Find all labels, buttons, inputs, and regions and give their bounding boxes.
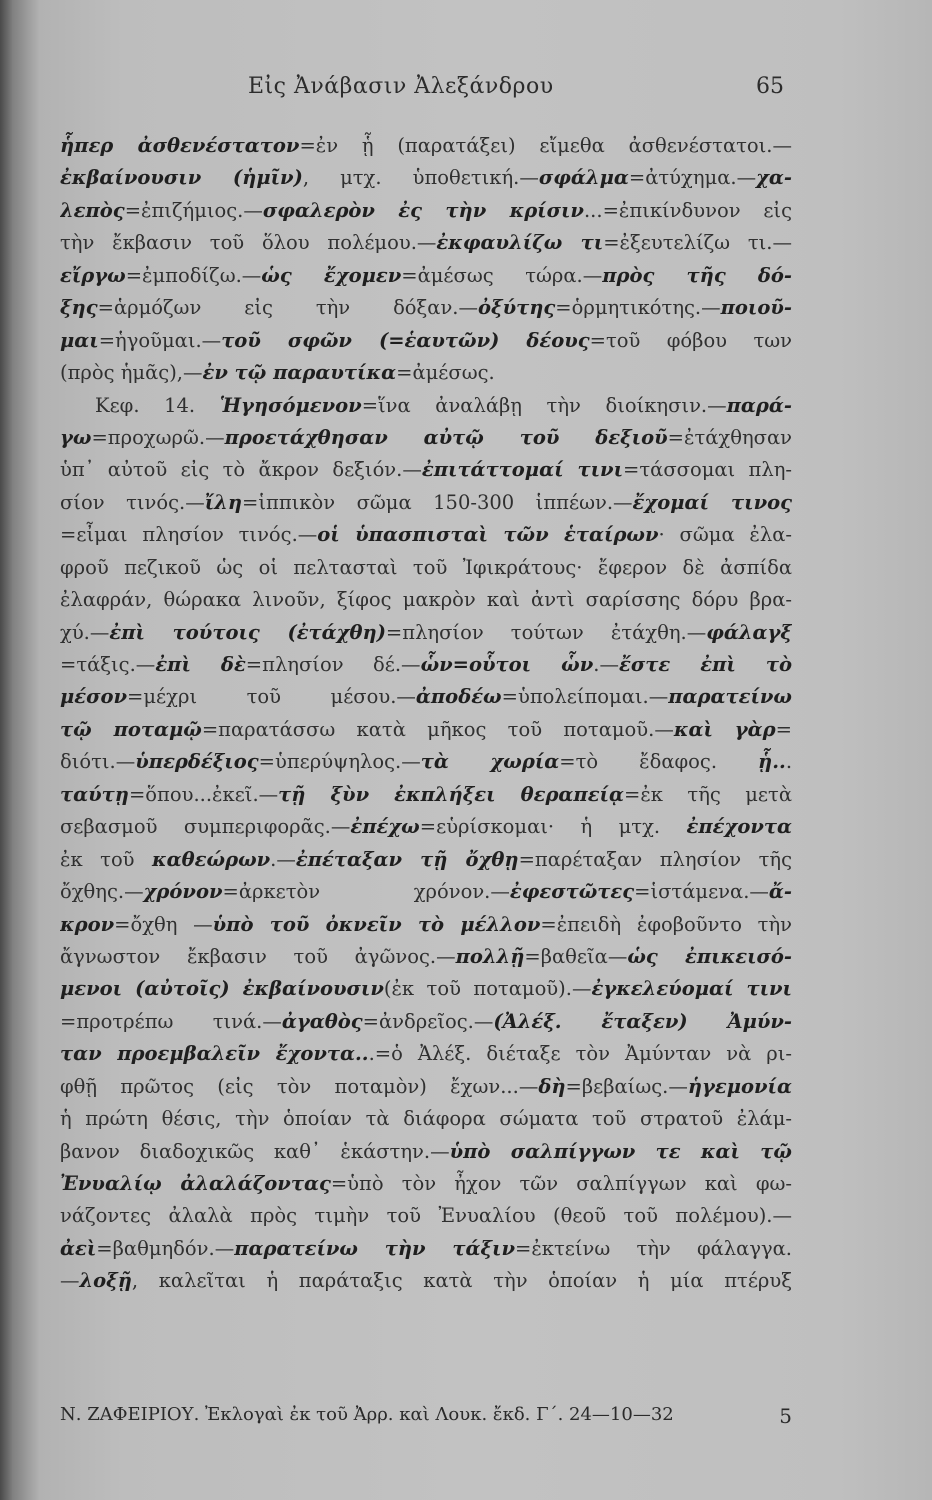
text-line: ὑπ᾽ αὐτοῦ εἰς τὸ ἄκρον δεξιόν.—ἐπιτάττομαί τινι=τάσσομαι πλη- xyxy=(60,458,792,482)
text-line: =προτρέπω τινά.—ἀγαθὸς=ἀνδρεῖος.—(Ἀλέξ. ἔταξεν) Ἀμύν- xyxy=(60,1009,792,1033)
text-line: εἴργω=ἐμποδίζω.—ὡς ἔχομεν=ἀμέσως τώρα.—πρὸς τῆς δό- xyxy=(60,263,792,287)
text-line: νάζοντες ἀλαλὰ πρὸς τιμὴν τοῦ Ἐνυαλίου (θεοῦ τοῦ πολέμου).— xyxy=(60,1204,792,1228)
text-line: μαι=ἡγοῦμαι.—τοῦ σφῶν (=ἑαυτῶν) δέους=τοῦ φόβου των xyxy=(60,328,792,352)
text-line: σίον τινός.—ἴλη=ἱππικὸν σῶμα 150-300 ἱππέων.—ἔχομαί τινος xyxy=(60,490,792,514)
text-line: —λοξῇ, καλεῖται ἡ παράταξις κατὰ τὴν ὁποίαν ἡ μία πτέρυξ xyxy=(60,1269,792,1293)
text-line: φθῇ πρῶτος (εἰς τὸν ποταμὸν) ἔχων...—δὴ=βεβαίως.—ἡγεμονία xyxy=(60,1074,792,1098)
running-head-title: Εἰς Ἀνάβασιν Ἀλεξάνδρου xyxy=(248,74,554,99)
text-line: ἧπερ ἀσθενέστατον=ἐν ᾗ (παρατάξει) εἴμεθα ἀσθενέστατοι.— xyxy=(60,134,792,157)
text-line: βανον διαδοχικῶς καθ᾽ ἑκάστην.—ὑπὸ σαλπίγγων τε καὶ τῷ xyxy=(60,1139,792,1163)
text-line: (πρὸς ἡμᾶς),—ἐν τῷ παραυτίκα=ἀμέσως. xyxy=(60,361,495,385)
text-line: τὴν ἔκβασιν τοῦ ὅλου πολέμου.—ἐκφαυλίζω τι=ἐξευτελίζω τι.— xyxy=(60,231,792,255)
text-line: ἡ πρώτη θέσις, τὴν ὁποίαν τὰ διάφορα σώματα τοῦ στρατοῦ ἐλάμ- xyxy=(60,1107,792,1131)
text-line: ἄγνωστον ἔκβασιν τοῦ ἀγῶνος.—πολλῇ=βαθεῖα—ὡς ἐπικεισό- xyxy=(60,944,792,968)
text-line: μέσον=μέχρι τοῦ μέσου.—ἀποδέω=ὑπολείπομαι.—παρατείνω xyxy=(60,685,792,709)
text-line: ἐκβαίνουσιν (ἡμῖν), μτχ. ὑποθετική.—σφάλμα=ἀτύχημα.—χα- xyxy=(60,166,792,190)
text-line: μενοι (αὐτοῖς) ἐκβαίνουσιν(ἐκ τοῦ ποταμοῦ).—ἐγκελεύομαί τινι xyxy=(60,977,792,1001)
footer-imprint: Ν. ΖΑΦΕΙΡΙΟΥ. Ἐκλογαὶ ἐκ τοῦ Ἀρρ. καὶ Λουκ. ἔκδ. Γ΄. 24—10—32 xyxy=(60,1404,674,1425)
text-line: ταν προεμβαλεῖν ἔχοντα...=ὁ Ἀλέξ. διέταξε τὸν Ἀμύνταν νὰ ρι- xyxy=(60,1042,792,1066)
text-line: Ἐνυαλίῳ ἀλαλάζοντας=ὑπὸ τὸν ἦχον τῶν σαλπίγγων καὶ φω- xyxy=(60,1172,792,1195)
text-line: ἐλαφράν, θώρακα λινοῦν, ξίφος μακρὸν καὶ ἀντὶ σαρίσσης δόρυ βρα- xyxy=(60,588,792,612)
text-line: χύ.—ἐπὶ τούτοις (ἐτάχθη)=πλησίον τούτων ἐτάχθη.—φάλαγξ xyxy=(60,620,792,644)
signature-mark: 5 xyxy=(779,1404,792,1428)
text-line: λεπὸς=ἐπιζήμιος.—σφαλερὸν ἐς τὴν κρίσιν...=ἐπικίνδυνον εἰς xyxy=(60,198,792,222)
running-head xyxy=(0,74,932,114)
page-number: 65 xyxy=(756,74,784,99)
text-line: Κεφ. 14. Ἡγησόμενον=ἵνα ἀναλάβῃ τὴν διοίκησιν.—παρά- xyxy=(95,393,792,417)
text-line: =εἶμαι πλησίον τινός.—οἱ ὑπασπισταὶ τῶν ἑταίρων· σῶμα ἐλα- xyxy=(60,523,792,547)
text-line: ξης=ἁρμόζων εἰς τὴν δόξαν.—ὀξύτης=ὁρμητικότης.—ποιοῦ- xyxy=(60,296,792,320)
text-line: ταύτῃ=ὅπου...ἐκεῖ.—τῇ ξὺν ἐκπλήξει θεραπείᾳ=ἐκ τῆς μετὰ xyxy=(60,782,792,806)
text-line: γω=προχωρῶ.—προετάχθησαν αὐτῷ τοῦ δεξιοῦ=ἐτάχθησαν xyxy=(60,425,792,449)
book-spine-shadow xyxy=(0,0,12,1500)
text-line: τῷ ποταμῷ=παρατάσσω κατὰ μῆκος τοῦ ποταμοῦ.—καὶ γὰρ= xyxy=(60,717,792,741)
text-line: κρον=ὄχθη —ὑπὸ τοῦ ὀκνεῖν τὸ μέλλον=ἐπειδὴ ἐφοβοῦντο τὴν xyxy=(60,912,792,936)
commentary-text xyxy=(60,130,792,1298)
text-line: φροῦ πεζικοῦ ὡς οἱ πελτασταὶ τοῦ Ἰφικράτους· ἔφερον δὲ ἀσπίδα xyxy=(60,555,792,579)
text-line: ἐκ τοῦ καθεώρων.—ἐπέταξαν τῇ ὄχθῃ=παρέταξαν πλησίον τῆς xyxy=(60,847,792,871)
text-line: διότι.—ὑπερδέξιος=ὑπερύψηλος.—τὰ χωρία=τὸ ἔδαφος. ᾗ... xyxy=(60,750,792,774)
text-line: ἀεὶ=βαθμηδόν.—παρατείνω τὴν τάξιν=ἐκτείνω τὴν φάλαγγα. xyxy=(60,1236,792,1260)
text-line: σεβασμοῦ συμπεριφορᾶς.—ἐπέχω=εὑρίσκομαι· ἡ μτχ. ἐπέχοντα xyxy=(60,815,792,839)
text-line: =τάξις.—ἐπὶ δὲ=πλησίον δέ.—ὧν=οὗτοι ὧν.—ἔστε ἐπὶ τὸ xyxy=(60,653,792,676)
printer-footer xyxy=(60,1404,790,1434)
text-line: ὄχθης.—χρόνον=ἀρκετὸν χρόνον.—ἐφεστῶτες=ἱστάμενα.—ἄ- xyxy=(60,880,792,904)
